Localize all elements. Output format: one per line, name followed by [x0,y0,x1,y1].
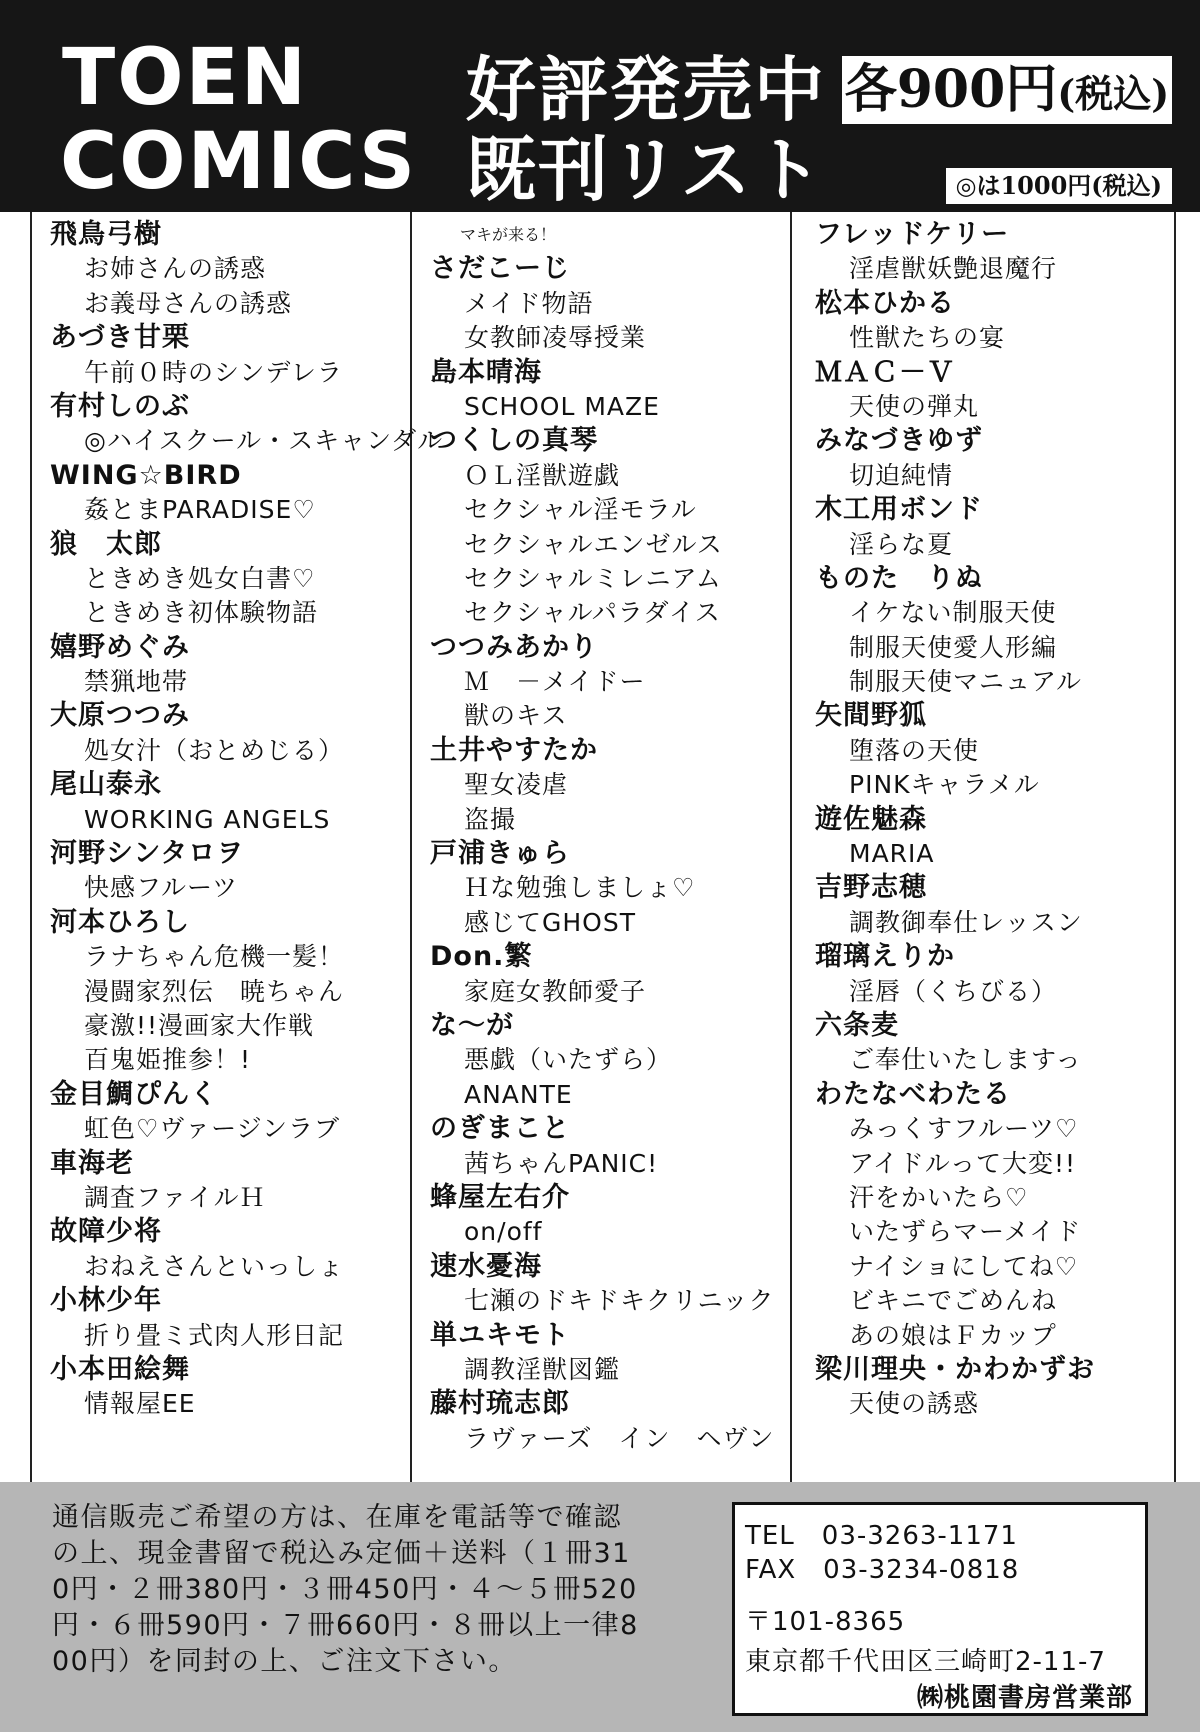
author-name: 戸浦きゅら [430,838,570,870]
book-title: セクシャルエンゼルス [464,529,723,559]
book-title: 制服天使愛人形編 [849,632,1058,662]
author-name: 梁川理央・かわかずお [815,1353,1095,1385]
book-title: ANANTE [464,1079,573,1109]
book-title: 調査ファイルＨ [84,1182,266,1212]
author-name: 松本ひかる [815,287,955,319]
price-tax: (税込) [1057,71,1170,116]
book-title: おねえさんといっしょ [84,1251,345,1281]
book-title: みっくすフルーツ♡ [849,1114,1079,1144]
order-line: 通信販売ご希望の方は、在庫を電話等で確認 [52,1502,622,1533]
book-title: 調教御奉仕レッスン [849,907,1083,937]
book-title: 折り畳ミ式肉人形日記 [84,1320,345,1350]
author-name: 狼 太郎 [50,528,162,560]
book-title: いたずらマーメイド [849,1217,1082,1247]
list-column-3 [815,218,1185,1422]
book-title: セクシャルパラダイス [464,598,721,628]
author-name: 河野シンタロヲ [50,838,245,870]
book-title: 獣のキス [464,701,568,731]
book-title: 七瀬のドキドキクリニック [464,1286,775,1316]
book-title: 虹色♡ヴァージンラブ [84,1114,341,1144]
order-line: 円・６冊590円・７冊660円・８冊以上一律8 [52,1610,639,1641]
book-title: 天使の誘惑 [849,1389,980,1419]
book-title: 天使の弾丸 [849,391,980,421]
book-title: ラナちゃん危機一髪！ [84,942,345,972]
book-title: 快感フルーツ [84,873,239,903]
phone-number: TEL 03-3263-1171 [745,1521,1018,1551]
author-name: ＭＡＣ－Ｖ [815,356,955,388]
book-title: 切迫純情 [849,460,954,490]
author-name: 小本田絵舞 [50,1353,190,1385]
book-title: PINKキャラメル [849,770,1040,800]
author-name: 飛鳥弓樹 [50,219,162,250]
book-title: 情報屋EE [84,1389,196,1419]
author-name: あづき甘栗 [50,322,190,354]
list-column-2 [430,218,800,1456]
author-name: 矢間野狐 [815,700,927,732]
author-name: つくしの真琴 [430,425,598,457]
author-name: フレッドケリー [815,219,1010,250]
author-name: 瑠璃えりか [815,941,955,973]
book-title: 午前０時のシンデレラ [84,357,343,387]
book-title: on/off [464,1217,543,1247]
book-title: 百鬼姫推参！! [84,1045,252,1075]
author-name: 小林少年 [50,1285,162,1317]
book-title: 性獣たちの宴 [849,323,1006,353]
company-name: ㈱桃園書房営業部 [916,1683,1133,1713]
author-name: 尾山泰永 [50,769,162,801]
list-column-1 [50,218,444,1422]
book-title: 豪激!!漫画家大作戦 [84,1010,315,1040]
author-name: WING☆BIRD [50,459,242,491]
book-title: Ｈな勉強しましょ♡ [464,873,696,903]
book-title: 汗をかいたら♡ [849,1182,1029,1212]
book-title: ◎ハイスクール・スキャンダル [84,426,444,456]
book-title: 処女汁（おとめじる） [84,735,345,765]
author-name: 河本ひろし [50,906,190,938]
price-label [842,56,1172,124]
price-note: ◎は1000円(税込) [946,168,1172,204]
book-title: お姉さんの誘惑 [84,254,267,284]
order-line: の上、現金書留で税込み定価＋送料（１冊31 [52,1538,631,1569]
brand-line-1: TOEN [62,33,309,123]
author-name: のぎまこと [430,1113,570,1145]
book-title: 盗撮 [464,804,517,834]
author-name: 速水憂海 [430,1250,542,1282]
book-title: 姦とまPARADISE♡ [84,495,316,525]
book-title: セクシャル淫モラル [464,495,697,525]
book-title: 聖女凌虐 [464,770,569,800]
author-name: ものた りぬ [815,562,983,594]
book-title: イケない制服天使 [849,598,1057,628]
book-title: MARIA [849,839,935,869]
author-name: 島本晴海 [430,356,542,388]
brand-logo [60,33,442,207]
author-name: 土井やすたか [430,734,598,766]
author-name: 金目鯛ぴんく [50,1078,218,1110]
author-name: 単ユキモト [430,1319,570,1351]
book-title: あの娘はＦカップ [849,1320,1057,1350]
book-title: セクシャルミレニアム [464,563,722,593]
book-title: 淫唇（くちびる） [849,976,1058,1006]
book-title: ご奉仕いたしますっ [849,1045,1082,1075]
author-name: 蜂屋左右介 [430,1181,570,1213]
author-name: みなづきゆず [815,425,983,457]
header-band [0,0,1200,212]
book-title: SCHOOL MAZE [464,391,660,421]
mail-order-notice [52,1500,652,1680]
book-title: 淫虐獣妖艶退魔行 [849,254,1058,284]
book-title: ときめき初体験物語 [84,598,319,628]
order-line: 0円・２冊380円・３冊450円・４～５冊520 [52,1574,638,1605]
book-title: ＯＬ淫獣遊戯 [464,460,621,490]
book-title: 堕落の天使 [849,735,980,765]
author-name: さだこーじ [430,253,570,285]
book-title: 茜ちゃんPANIC! [464,1148,659,1178]
fax-number: FAX 03-3234-0818 [745,1555,1020,1585]
book-title: ビキニでごめんね [849,1286,1058,1316]
book-title: マキが来る！ [460,225,557,244]
author-name: な～が [430,1009,514,1041]
author-name: 大原つつみ [50,700,190,732]
book-title: 家庭女教師愛子 [464,976,647,1006]
book-title: 淫らな夏 [849,529,954,559]
book-title: ときめき処女白書♡ [84,563,316,593]
author-name: わたなべわたる [815,1078,1011,1110]
price-value: 各900円 [844,59,1058,120]
author-name: つつみあかり [430,631,598,663]
author-name: 六条麦 [815,1009,899,1041]
author-name: Don.繁 [430,941,533,973]
book-title: 制服天使マニュアル [849,667,1083,697]
book-title: お義母さんの誘惑 [84,288,293,318]
address: 東京都千代田区三崎町2-11-7 [745,1647,1106,1677]
author-name: 木工用ボンド [815,494,983,526]
book-title: 感じてGHOST [464,907,636,937]
book-title: 漫闘家烈伝 暁ちゃん [84,976,345,1006]
author-name: 故障少将 [50,1216,162,1248]
book-title: 悪戯（いたずら） [464,1045,673,1075]
book-title: メイド物語 [464,288,594,318]
book-title: WORKING ANGELS [84,804,331,834]
heading-line-1: 好評発売中 [466,49,826,131]
book-title: 調教淫獣図鑑 [464,1354,621,1384]
author-name: 藤村琉志郎 [430,1388,570,1420]
heading-line-2: 既刊リスト [466,129,825,211]
book-title: 禁猟地帯 [84,667,189,697]
author-name: 遊佐魅森 [815,803,927,835]
book-title: アイドルって大変!! [849,1148,1077,1178]
book-title: Ｍ －メイドー [464,667,646,697]
brand-line-2: COMICS [60,117,418,207]
author-name: 嬉野めぐみ [50,631,190,663]
postal-code: 〒101-8365 [745,1607,906,1637]
contact-box [732,1502,1148,1716]
book-title: 女教師凌辱授業 [464,323,647,353]
book-title: ナイショにしてね♡ [849,1251,1079,1281]
author-name: 車海老 [50,1147,134,1179]
author-name: 有村しのぶ [50,390,190,422]
order-line: 00円）を同封の上、ご注文下さい。 [52,1646,517,1677]
book-title: ラヴァーズ イン ヘヴン [464,1423,775,1453]
list-heading [466,50,826,210]
author-name: 吉野志穂 [815,872,927,904]
